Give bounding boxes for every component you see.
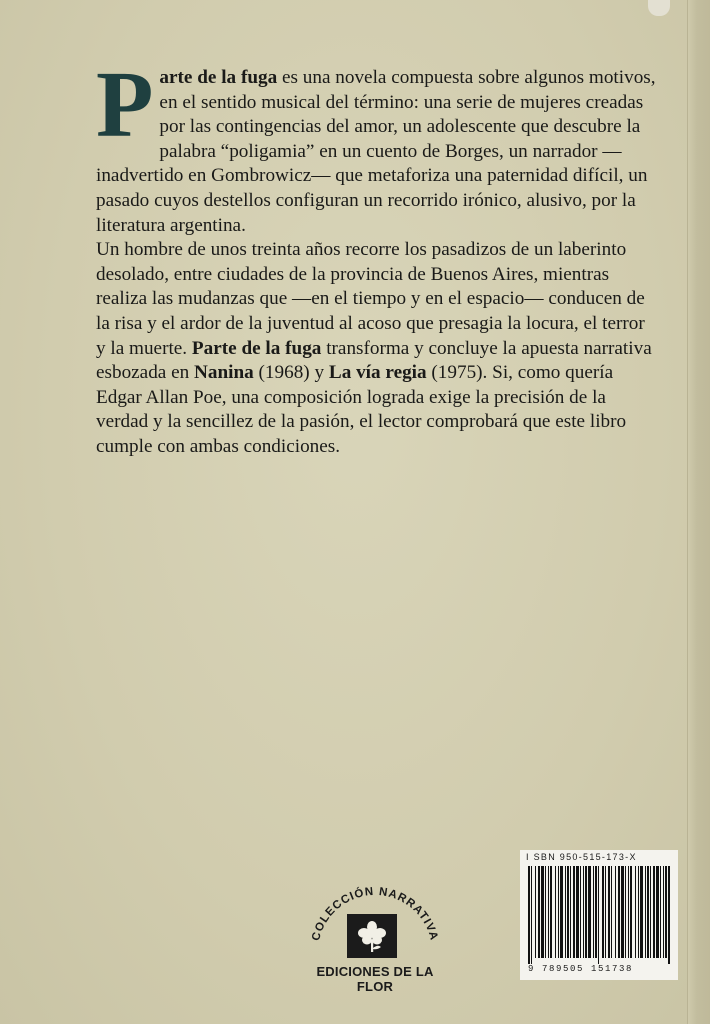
barcode-bar <box>628 866 629 958</box>
barcode-bar <box>668 866 670 964</box>
title-ref: arte de la fuga <box>159 67 278 88</box>
barcode-bar <box>621 866 624 958</box>
barcode-bar <box>611 866 612 958</box>
blurb-paragraph-1 <box>96 53 656 238</box>
barcode-bar <box>593 866 594 958</box>
corner-wear-mark <box>648 0 670 16</box>
barcode-bar <box>573 866 575 958</box>
paragraph-2-text-c: (1968) y <box>253 362 329 384</box>
ean-digits: 9 789505 151738 <box>528 964 634 974</box>
barcode-bar <box>640 866 643 958</box>
barcode-bar <box>605 866 606 958</box>
barcode-bar <box>583 866 584 958</box>
blurb-text <box>96 53 656 460</box>
barcode-bar <box>570 866 571 958</box>
paragraph-2-text-d: (1975). Si, como quería Edgar Allan Poe, una composición lograda exige la precisión de la verdad y la sencillez de la pasión, el lector comprobará que este libro cumple con ambas condiciones. <box>96 362 627 457</box>
isbn-text: I SBN 950-515-173-X <box>526 852 637 862</box>
barcode-bar <box>560 866 563 958</box>
barcode-bar <box>548 866 549 958</box>
barcode-bar <box>602 866 604 958</box>
drop-cap: P <box>96 53 154 157</box>
book-ref-nanina: Nanina <box>194 362 254 384</box>
barcode-bar <box>565 866 566 958</box>
barcode-bar <box>538 866 540 958</box>
barcode-bar <box>535 866 536 958</box>
barcode-bar <box>625 866 626 958</box>
paragraph-2-text-b: transforma y concluye la apuesta narrativa esbozada en <box>96 337 652 384</box>
barcode-bar <box>665 866 667 958</box>
flower-icon <box>347 914 397 958</box>
barcode-bar <box>576 866 579 958</box>
barcode-bar <box>585 866 587 958</box>
book-ref-via-regia: La vía regia <box>328 362 427 384</box>
barcode-bar <box>645 866 646 958</box>
barcode-bar <box>598 866 599 964</box>
barcode-bar <box>618 866 620 958</box>
barcode-bar <box>638 866 639 958</box>
publisher-logo <box>300 880 450 994</box>
barcode-bar <box>660 866 661 958</box>
barcode-bar <box>550 866 552 958</box>
barcode-bar <box>630 866 632 958</box>
spine-edge <box>687 0 710 1024</box>
title-ref-2: Parte de la fuga <box>191 337 322 359</box>
barcode-bar <box>528 866 530 964</box>
barcode-bar <box>541 866 544 958</box>
barcode-bar <box>615 866 616 958</box>
barcode-bar <box>656 866 659 958</box>
paragraph-2-text-a: Un hombre de unos treinta años recorre los pasadizos de un laberinto desolado, entre ciudades de la provincia de Buenos Aires, mientras realiza las mudanzas que —en el tiempo y en el espacio— conducen de la risa y el ardor de la juventud al acoso que presagia la locura, el terror y la muerte. <box>96 239 645 359</box>
barcode-bar <box>545 866 546 958</box>
barcode-label <box>520 850 678 980</box>
barcode-bar <box>647 866 649 958</box>
barcode-bar <box>555 866 556 958</box>
barcode-bar <box>531 866 532 964</box>
barcode-bar <box>588 866 591 958</box>
barcode-bar <box>595 866 597 958</box>
barcode-bar <box>580 866 581 958</box>
barcode-bar <box>650 866 651 958</box>
barcode-bar <box>567 866 569 958</box>
paragraph-1-text: es una novela compuesta sobre algunos motivos, en el sentido musical del término: una serie de mujeres creadas por las contingencias del amor, un adolescente que descubre la palabra “poligamia” en un cuento de Borges, un narrador —inadvertido en Gombrowicz— que metaforiza una paternidad difícil, un pasado cuyos destellos configuran un recorrido irónico, alusivo, por la literatura argentina. <box>96 67 656 236</box>
barcode-bars <box>528 866 670 964</box>
barcode-bar <box>635 866 636 958</box>
barcode-bar <box>663 866 664 958</box>
barcode-bar <box>653 866 655 958</box>
flower-emblem <box>347 914 397 958</box>
barcode-bar <box>558 866 559 958</box>
blurb-paragraph-2 <box>96 238 656 459</box>
barcode-bar <box>608 866 610 958</box>
publisher-name: EDICIONES DE LA FLOR <box>316 964 434 994</box>
svg-text:COLECCIÓN NARRATIVA: COLECCIÓN NARRATIVA <box>310 885 440 943</box>
